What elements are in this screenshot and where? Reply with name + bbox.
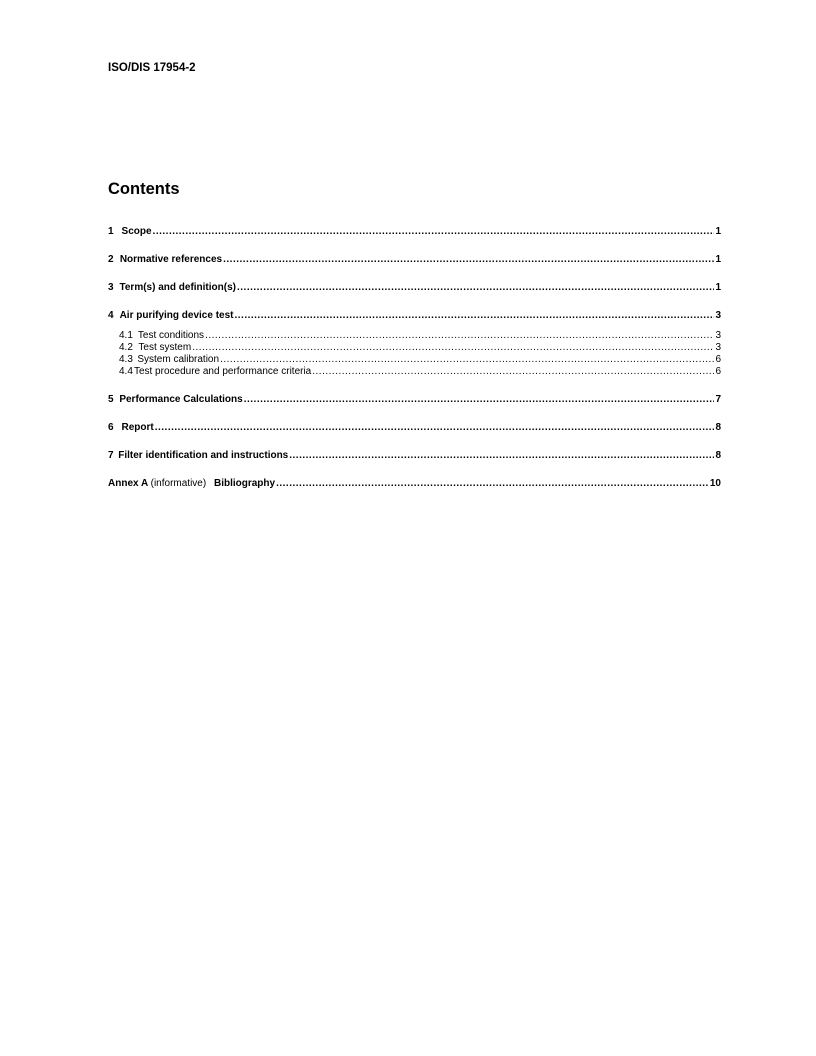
toc-entry-number: 3 [108,282,114,293]
toc-entry-number: 5 [108,394,114,405]
dot-leader [289,450,714,462]
toc-entry-number: 4.4 [119,366,133,377]
toc-entry-number: 6 [108,422,114,433]
dot-leader [220,354,714,366]
toc-entry-page: 3 [715,330,721,341]
dot-leader [155,422,715,434]
toc-entry-page: 3 [715,342,721,353]
toc-entry-number: 4.2 [119,342,133,353]
toc-entry-page: 10 [709,478,721,489]
dot-leader [223,254,714,266]
dot-leader [276,478,709,490]
toc-entry-page: 7 [715,394,721,405]
toc-entry-number: 1 [108,226,114,237]
toc-entry-test-system[interactable] [108,342,721,354]
toc-entry-title: Air purifying device test [119,310,234,321]
toc-entry-page: 1 [715,254,721,265]
annex-label: Annex A [108,478,148,489]
contents-heading: Contents [108,180,180,198]
toc-entry-annex-a[interactable] [108,478,721,490]
toc-entry-title: Performance Calculations [119,394,243,405]
toc-entry-title: Test system [138,342,192,353]
toc-entry-title: Normative references [119,254,223,265]
toc-entry-title: Test procedure and performance criteria [133,366,312,377]
toc-entry-page: 3 [715,310,721,321]
toc-annex-heading [108,478,275,490]
toc-entry-number: 4.3 [119,354,133,365]
dot-leader [192,342,714,354]
toc-entry-page: 6 [715,354,721,365]
toc-entry-number: 2 [108,254,114,265]
toc-entry-number: 4 [108,310,114,321]
toc-entry-page: 8 [715,450,721,461]
toc-entry-title: Report [121,422,154,433]
toc-entry-title: Test conditions [137,330,205,341]
toc-entry-title: Scope [121,226,152,237]
toc-entry-test-conditions[interactable] [108,330,721,342]
annex-qualifier: (informative) [150,478,207,489]
toc-entry-page: 1 [715,282,721,293]
toc-entry-terms-definitions[interactable] [108,282,721,294]
document-id-header: ISO/DIS 17954-2 [108,62,196,74]
toc-entry-system-calibration[interactable] [108,354,721,366]
toc-entry-test-procedure[interactable] [108,366,721,378]
dot-leader [153,226,715,238]
toc-entry-page: 1 [715,226,721,237]
toc-entry-title: System calibration [137,354,220,365]
toc-entry-number: 7 [108,450,114,461]
annex-title: Bibliography [213,478,276,489]
dot-leader [244,394,715,406]
toc-entry-page: 8 [715,422,721,433]
toc-entry-air-purifying-device-test[interactable] [108,310,721,322]
toc-entry-normative-references[interactable] [108,254,721,266]
toc-entry-title: Term(s) and definition(s) [119,282,236,293]
toc-entry-report[interactable] [108,422,721,434]
dot-leader [234,310,714,322]
toc-entry-performance-calculations[interactable] [108,394,721,406]
toc-entry-filter-identification[interactable] [108,450,721,462]
toc-entry-title: Filter identification and instructions [118,450,289,461]
dot-leader [237,282,714,294]
dot-leader [312,366,714,378]
toc-entry-page: 6 [715,366,721,377]
toc-entry-number: 4.1 [119,330,133,341]
dot-leader [205,330,714,342]
toc-entry-scope[interactable] [108,226,721,238]
